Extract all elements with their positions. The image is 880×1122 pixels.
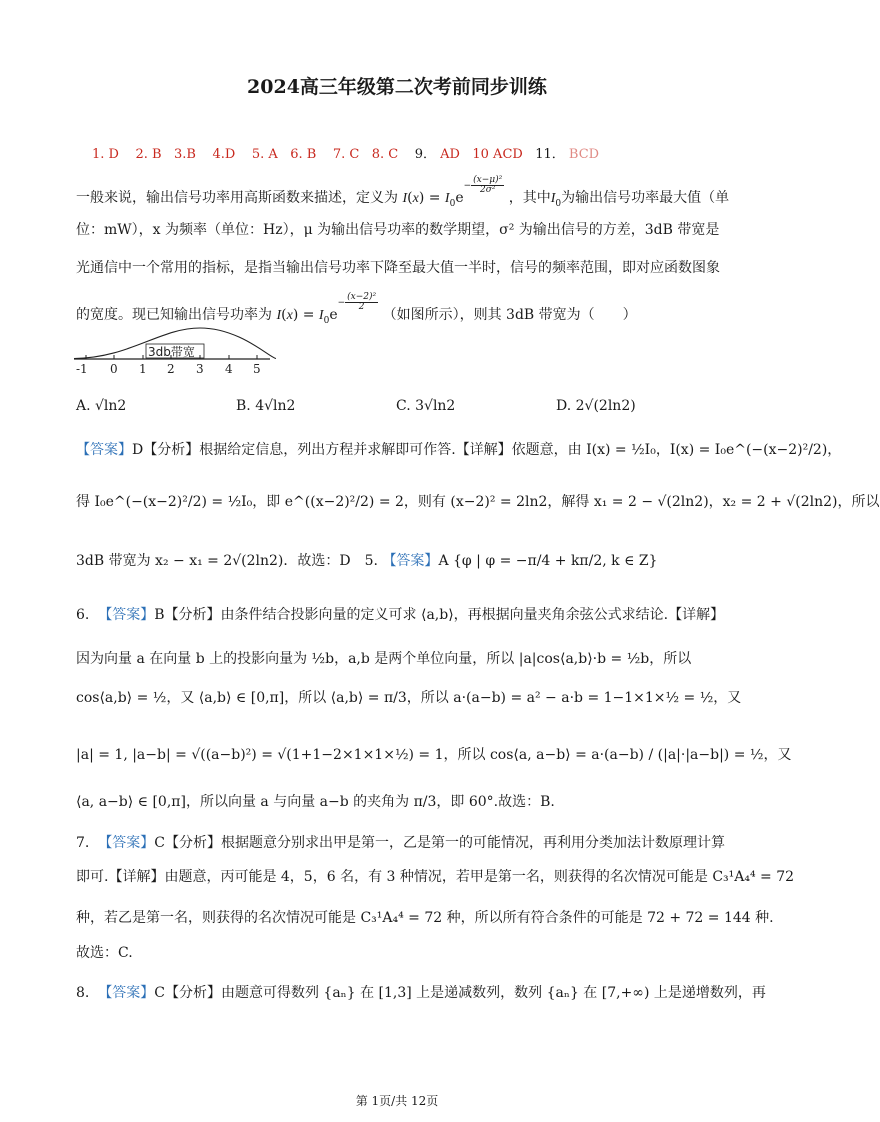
answer-tag: 【答案】 xyxy=(98,835,155,851)
q4-line4-b: （如图所示），则其 3dB 带宽为（ ） xyxy=(382,307,637,323)
page-footer: 第 1页/共 12页 xyxy=(355,1094,439,1108)
option-a: A. √ln2 xyxy=(76,398,127,414)
answer-11-num: 11． xyxy=(535,147,565,162)
page-title: 2024高三年级第二次考前同步训练 xyxy=(247,76,547,98)
answer-tag: 【答案】 xyxy=(76,442,132,458)
option-d: D. 2√(2ln2) xyxy=(556,398,636,414)
q4-intro-b: ，其中 xyxy=(508,190,551,206)
sol7-line4: 故选：C. xyxy=(76,945,133,961)
answer-3: 3.B xyxy=(174,147,196,162)
sol7-num: 7. xyxy=(76,835,90,851)
answer-8: 8. C xyxy=(371,147,399,162)
q4-intro: 一般来说，输出信号功率用高斯函数来描述，定义为 xyxy=(76,190,398,206)
tick-label: -1 xyxy=(76,362,88,376)
answer-5: 5. A xyxy=(251,147,278,162)
answer-6: 6. B xyxy=(290,147,317,162)
q4-line4-a: 的宽度。现已知输出信号功率为 xyxy=(76,307,272,323)
q4-i0-desc: 为输出信号功率最大值（单 xyxy=(561,190,730,206)
answer-1: 1. D xyxy=(92,147,119,162)
answer-10: 10 ACD xyxy=(472,147,523,162)
sol4-line1 xyxy=(76,439,841,459)
answer-key xyxy=(92,143,599,162)
answer-tag: 【答案】 xyxy=(98,985,155,1001)
tick-label: 0 xyxy=(110,362,118,376)
sol6-line1 xyxy=(76,604,724,624)
answer-tag: 【答案】 xyxy=(382,553,439,569)
answer-11: BCD xyxy=(568,147,600,162)
sol6-line4: |a| = 1, |a−b| = √((a−b)²) = √(1+1−2×1×1×½) = 1，所以 cos⟨a, a−b⟩ = a·(a−b) / (|a|·|a−b|) = ½，又 xyxy=(76,747,792,763)
sol4-line3 xyxy=(76,550,658,570)
sol7-line3: 种，若乙是第一名，则获得的名次情况可能是 C₃¹A₄⁴ = 72 种，所以所有符合条件的可能是 72 + 72 = 144 种. xyxy=(76,910,774,926)
option-b: B. 4√ln2 xyxy=(236,398,296,414)
q4-line4: 的宽度。现已知输出信号功率为 $I(x) = I_0e^{- \frac{\text{(x−2)²}}{2}}$ （如图所示），则其 3dB 带宽为（ ） xyxy=(76,292,637,326)
q4-line3: 光通信中一个常用的指标，是指当输出信号功率下降至最大值一半时，信号的频率范围，即对应函数图象 xyxy=(76,260,720,276)
sol7-text1: C【分析】根据题意分别求出甲是第一，乙是第一的可能情况，再利用分类加法计数原理计算 xyxy=(154,835,725,851)
sol8-text1: C【分析】由题意可得数列 {aₙ} 在 [1,3] 上是递减数列，数列 {aₙ} 在 [7,+∞) 上是递增数列，再 xyxy=(154,985,766,1001)
sol6-line5: ⟨a, a−b⟩ ∈ [0,π]，所以向量 a 与向量 a−b 的夹角为 π/3，即 60°.故选：B. xyxy=(76,794,555,810)
formula-gaussian: I xyxy=(402,191,408,206)
sol8-line1 xyxy=(76,982,766,1002)
sol6-line2: 因为向量 a 在向量 b 上的投影向量为 ½b，a,b 是两个单位向量，所以 |a|cos⟨a,b⟩·b = ½b，所以 xyxy=(76,651,692,667)
sol8-num: 8. xyxy=(76,985,90,1001)
option-c: C. 3√ln2 xyxy=(396,398,456,414)
gaussian-figure xyxy=(70,322,280,377)
q4-line2: 位：mW），x 为频率（单位：Hz），μ 为输出信号功率的数学期望，σ² 为输出信号的方差，3dB 带宽是 xyxy=(76,222,720,238)
tick-label: 4 xyxy=(225,362,233,376)
sol4-line2: 得 I₀e^(−(x−2)²/2) = ½I₀，即 e^((x−2)²/2) = 2，则有 (x−2)² = 2ln2，解得 x₁ = 2 − √(2ln2)，x₂ = 2 + √(2ln2)，所以 xyxy=(76,494,880,510)
sol4-text3: 3dB 带宽为 x₂ − x₁ = 2√(2ln2)．故选：D 5. xyxy=(76,553,378,569)
tick-label: 5 xyxy=(253,362,261,376)
answer-7: 7. C xyxy=(332,147,360,162)
sol7-line1 xyxy=(76,832,725,852)
answer-4: 4.D xyxy=(212,147,236,162)
answer-9-num: 9． xyxy=(414,147,437,162)
sol4-text1: D【分析】根据给定信息，列出方程并求解即可作答.【详解】依题意，由 I(x) = ½I₀，I(x) = I₀e^(−(x−2)²/2)， xyxy=(132,442,842,458)
sol7-line2: 即可.【详解】由题意，丙可能是 4，5，6 名，有 3 种情况，若甲是第一名，则获得的名次情况可能是 C₃¹A₄⁴ = 72 xyxy=(76,869,795,885)
q4-line1: 一般来说，输出信号功率用高斯函数来描述，定义为 $I(x) = I_0e^{- \frac{\text{(x−μ)²}}{\text{2σ²}}}$ ，其中$I_0$为输出信号功率最大值（单 xyxy=(76,175,730,209)
sol5-answer: A {φ | φ = −π/4 + kπ/2, k ∈ Z} xyxy=(438,553,658,569)
answer-2: 2. B xyxy=(135,147,162,162)
answer-tag: 【答案】 xyxy=(98,607,155,623)
tick-label: 3 xyxy=(196,362,204,376)
answer-9: AD xyxy=(440,147,460,162)
sol6-text1: B【分析】由条件结合投影向量的定义可求 ⟨a,b⟩，再根据向量夹角余弦公式求结论.【详解】 xyxy=(154,607,725,623)
sol6-num: 6. xyxy=(76,607,90,623)
sol6-line3: cos⟨a,b⟩ = ½，又 ⟨a,b⟩ ∈ [0,π]，所以 ⟨a,b⟩ = π/3，所以 a·(a−b) = a² − a·b = 1−1×1×½ = ½，又 xyxy=(76,690,742,706)
tick-label: 2 xyxy=(167,362,175,376)
bandwidth-label: 3db带宽 xyxy=(148,345,195,359)
tick-label: 1 xyxy=(139,362,147,376)
